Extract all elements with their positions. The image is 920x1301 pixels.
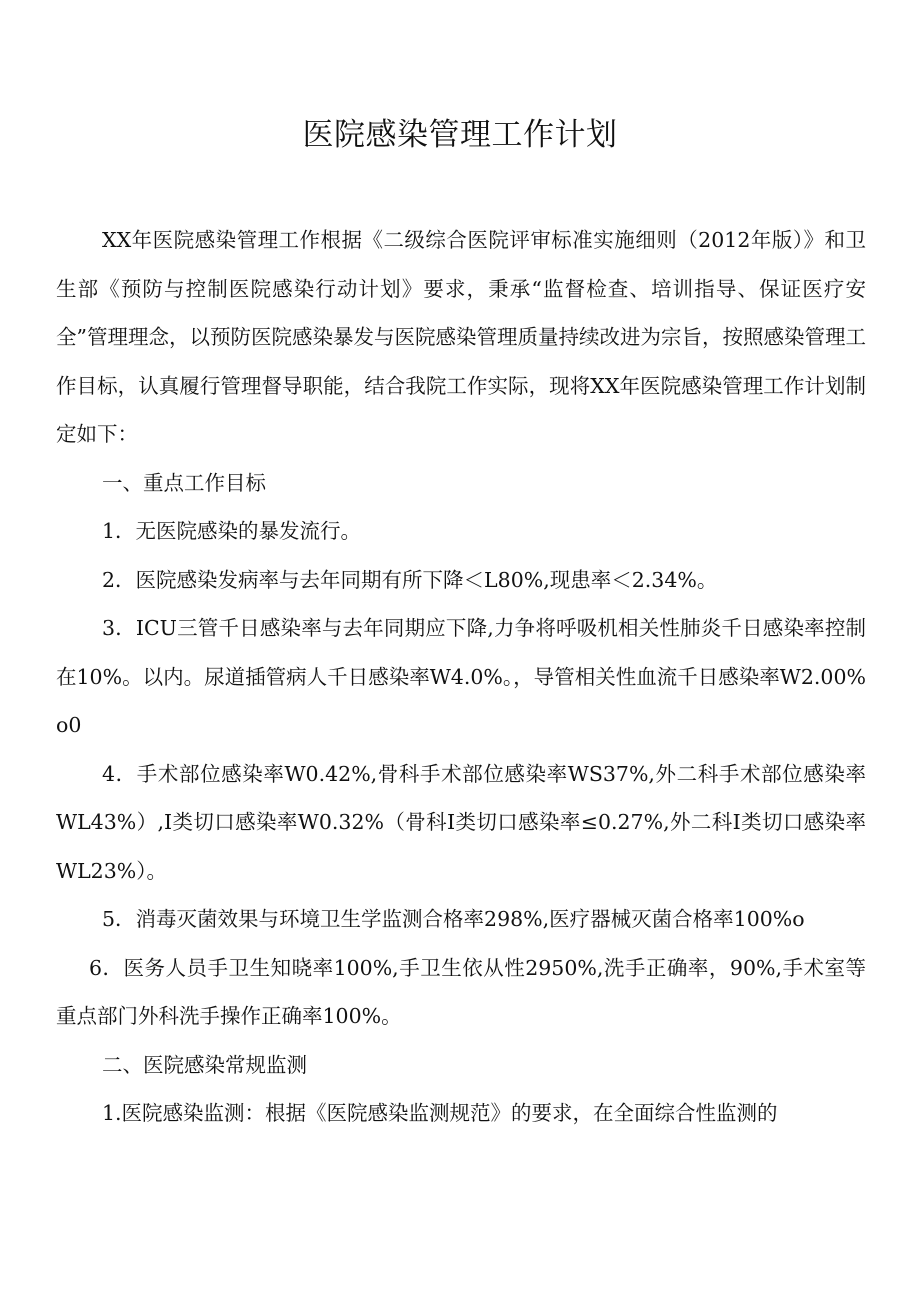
document-body [56,216,866,1138]
monitoring-item-1: 1.医院感染监测：根据《医院感染监测规范》的要求，在全面综合性监测的 [102,1101,778,1125]
document-title: 医院感染管理工作计划 [302,117,618,153]
goal-item-6: 6．医务人员手卫生知晓率100%,手卫生依从性2950%,洗手正确率，90%,手术室等重点部门外科洗手操作正确率100%。 [56,955,866,1028]
section-heading-routine-monitoring: 二、医院感染常规监测 [102,1052,307,1077]
goal-item-3: 3．ICU三管千日感染率与去年同期应下降,力争将呼吸机相关性肺炎千日感染率控制在10%。以内。尿道插管病人千日感染率W4.0%。，导管相关性血流千日感染率W2.00%o0 [56,616,866,737]
goal-item-2: 2．医院感染发病率与去年同期有所下降＜L80%,现患率＜2.34%。 [102,567,718,592]
goal-item-5: 5．消毒灭菌效果与环境卫生学监测合格率298%,医疗器械灭菌合格率100%o [102,907,805,931]
goal-item-4: 4．手术部位感染率W0.42%,骨科手术部位感染率WS37%,外二科手术部位感染率WL43%）,I类切口感染率W0.32%（骨科I类切口感染率≤0.27%,外二科I类切口感染率WL23%）。 [56,761,866,883]
goal-item-1: 1．无医院感染的暴发流行。 [102,519,362,543]
intro-paragraph: XX年医院感染管理工作根据《二级综合医院评审标准实施细则（2012年版）》和卫生部《预防与控制医院感染行动计划》要求，秉承“监督检查、培训指导、保证医疗安全”管理理念，以预防医院感染暴发与医院感染管理质量持续改进为宗旨，按照感染管理工作目标，认真履行管理督导职能，结合我院工作实际，现将XX年医院感染管理工作计划制定如下： [56,228,866,446]
section-heading-key-goals: 一、重点工作目标 [102,470,266,495]
